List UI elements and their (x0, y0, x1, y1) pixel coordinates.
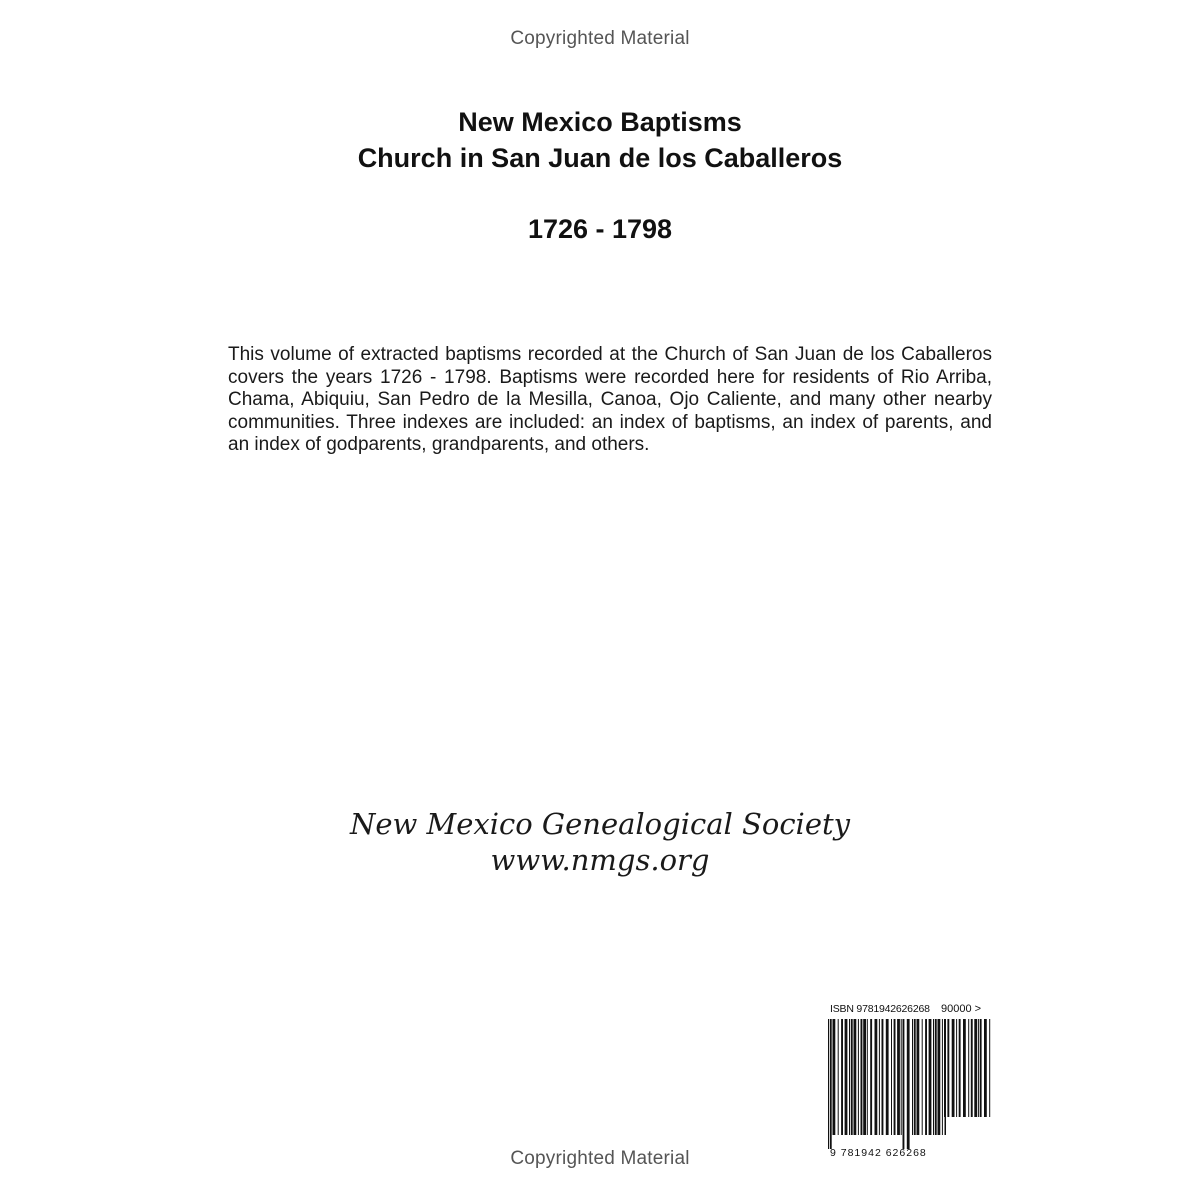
barcode-bar (882, 1019, 884, 1135)
publisher-name: New Mexico Genealogical Society (349, 807, 851, 841)
barcode-bar (968, 1019, 969, 1117)
barcode-bar (925, 1019, 927, 1135)
barcode-bar (901, 1019, 902, 1135)
barcode-bar (938, 1019, 941, 1135)
barcode-bar (845, 1019, 848, 1135)
publisher-website: www.nmgs.org (490, 843, 710, 877)
barcode-bar (963, 1019, 966, 1117)
barcode-bar (933, 1019, 934, 1135)
barcode-bar (978, 1019, 979, 1117)
title-line-2: Church in San Juan de los Caballeros (357, 143, 843, 173)
barcode-bar (891, 1019, 892, 1135)
barcode-bar (947, 1019, 949, 1117)
barcode-bar (849, 1019, 850, 1135)
barcode-bar (917, 1019, 920, 1135)
barcode-bar (974, 1019, 977, 1117)
barcode-bar (912, 1019, 913, 1135)
barcode-bar (907, 1019, 910, 1149)
barcode-bar (956, 1019, 957, 1117)
barcode-bar (838, 1019, 839, 1135)
barcode-bar (841, 1019, 843, 1135)
year-range: 1726 - 1798 (527, 214, 673, 244)
price-addon-label: 90000 > (941, 1003, 982, 1015)
barcode-bar (971, 1019, 973, 1117)
barcode-bar (903, 1019, 905, 1149)
barcode-bar (944, 1019, 945, 1117)
barcode-bar (879, 1019, 880, 1135)
barcode-digits: 9 781942 626268 (830, 1147, 927, 1159)
barcode-bar (875, 1019, 878, 1135)
barcode-bar (914, 1019, 916, 1135)
barcode-bar (959, 1019, 961, 1117)
barcode-bar (830, 1019, 832, 1149)
isbn-barcode (828, 1003, 993, 1161)
barcode-bar (854, 1019, 857, 1135)
barcode-bar (886, 1019, 889, 1135)
barcode-bar (863, 1019, 866, 1135)
barcode-addon-bars (944, 1019, 992, 1131)
book-description: This volume of extracted baptisms recorded at the Church of San Juan de los Caballeros covers the years 1726 - 1798. Baptisms were recorded here for residents of Rio Arriba, Chama, Abiquiu, San Pedro de la Mesilla, Canoa, Ojo Caliente, and many other nearby communities. Three indexes are included: an index of baptisms, an index of parents, and an index of godparents, grandparents, and others. (228, 344, 992, 456)
barcode-bar (952, 1019, 955, 1117)
barcode-bar (828, 1019, 829, 1149)
copyright-watermark-bottom: Copyrighted Material (510, 1148, 690, 1169)
book-title (0, 104, 1200, 176)
barcode-bar (851, 1019, 853, 1135)
copyright-watermark-top: Copyrighted Material (510, 28, 690, 49)
title-line-1: New Mexico Baptisms (458, 107, 742, 137)
barcode-bar (833, 1019, 836, 1135)
barcode-bar (942, 1019, 943, 1135)
barcode-bar (861, 1019, 863, 1135)
barcode-bar (935, 1019, 937, 1135)
barcode-bar (867, 1019, 868, 1135)
barcode-bar (929, 1019, 932, 1135)
barcode-bar (894, 1019, 896, 1135)
barcode-bar (984, 1019, 987, 1117)
barcode-bar (897, 1019, 900, 1135)
barcode-bar (870, 1019, 872, 1135)
barcode-bar (989, 1019, 990, 1117)
barcode-bar (858, 1019, 859, 1135)
barcode-bar (980, 1019, 982, 1117)
isbn-label: ISBN 9781942626268 (830, 1003, 930, 1015)
barcode-bar (922, 1019, 923, 1135)
barcode-main-bars (828, 1019, 946, 1149)
publisher-block (0, 806, 1200, 878)
